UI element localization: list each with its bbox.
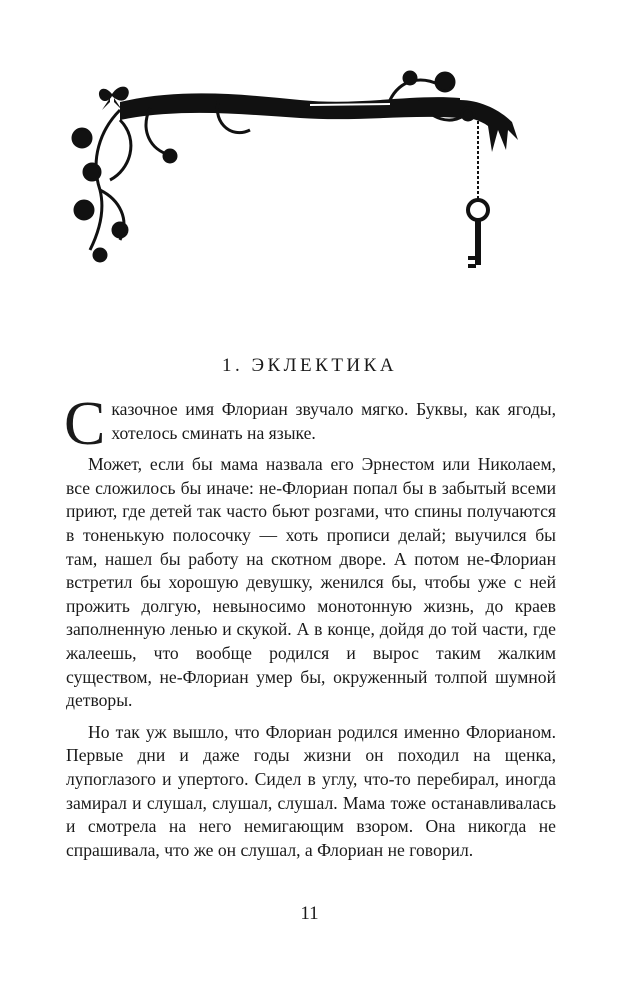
skeleton-arm-icon	[120, 93, 518, 152]
chapter-body	[64, 390, 556, 862]
drop-cap: С	[64, 390, 106, 458]
chapter-title: 1. ЭКЛЕКТИКА	[221, 355, 398, 376]
paragraph-3: Но так уж вышло, что Флориан родился именно Флорианом. Первые дни и даже годы жизни он походил на щенка, лупоглазого и упертого. Сидел в углу, что-то перебирал, иногда замирал и слушал, слушал, слушал. Мама тоже останавливалась и смотрела на него немигающим взором. Она никогда не спрашивала, что же он слушал, а Флориан не говорил.	[66, 721, 556, 860]
key-icon	[468, 116, 488, 268]
chapter-ornament	[60, 60, 540, 280]
paragraph-2: Может, если бы мама назвала его Эрнестом или Николаем, все сложилось бы иначе: не-Флориан попал бы в забытый всеми приют, где детей так часто бьют розгами, что спины получаются в тоненькую полосочку — хоть прописи делай; выучился бы там, нашел бы работу на скотном дворе. А потом не-Флориан встретил бы хорошую девушку, женился бы, чтобы уже с ней прожить долгую, невыносимо монотонную жизнь, до краев заполненную ленью и скукой. А в конце, дойдя до той части, где жалеешь, что вообще родился и вырос таким жалким существом, не-Флориан умер бы, окруженный толпой шумной детворы.	[66, 454, 556, 711]
paragraph-1-text: казочное имя Флориан звучало мягко. Буквы, как ягоды, хотелось сминать на языке.	[111, 399, 556, 443]
paragraph-1	[64, 390, 556, 458]
page-number: 11	[300, 903, 319, 924]
